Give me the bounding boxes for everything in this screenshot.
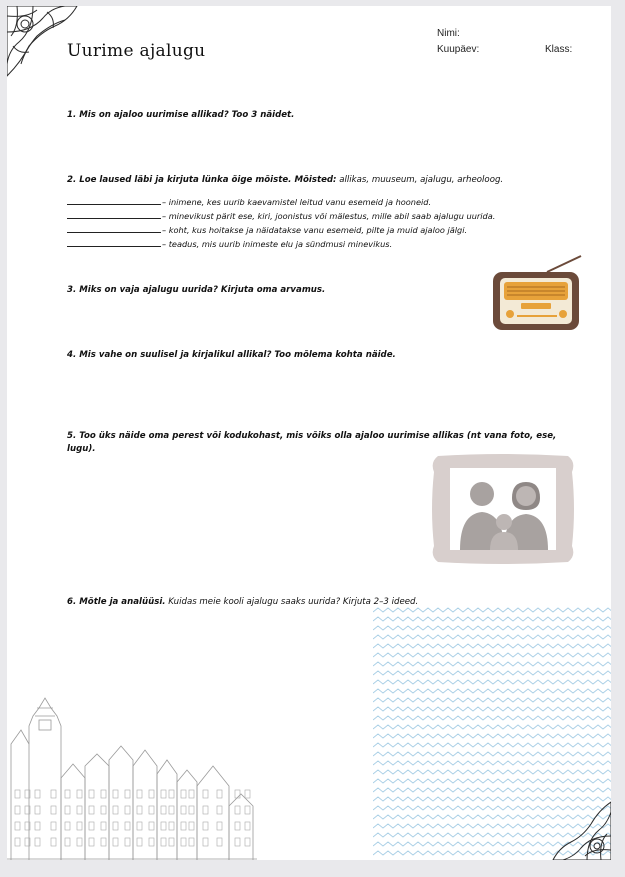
radio-icon: [491, 250, 583, 332]
question-3: 3. Miks on vaja ajalugu uurida? Kirjuta oma arvamus.: [67, 285, 326, 295]
question-2-text: 2. Loe laused läbi ja kirjuta lünka õige mõiste. Mõisted:: [67, 175, 337, 185]
worksheet-page: [7, 6, 611, 860]
mandala-corner-icon: [547, 796, 611, 860]
answer-blank-1[interactable]: [67, 196, 161, 205]
fill-line-2: [67, 210, 495, 222]
question-5-line-2: lugu).: [67, 444, 96, 454]
question-4: 4. Mis vahe on suulisel ja kirjalikul allikal? Too mõlema kohta näide.: [67, 350, 396, 360]
fill-line-text: – teadus, mis uurib inimeste elu ja sündmusi minevikus.: [162, 239, 393, 249]
question-1: 1. Mis on ajaloo uurimise allikad? Too 3 näidet.: [67, 110, 295, 120]
fill-line-4: [67, 238, 392, 250]
question-5-line-1: 5. Too üks näide oma perest või kodukohast, mis võiks olla ajaloo uurimise allikas (nt vana foto, ese,: [67, 431, 557, 441]
answer-blank-4[interactable]: [67, 238, 161, 247]
question-6-text: 6. Mõtle ja analüüsi.: [67, 597, 166, 607]
family-photo-icon: [430, 452, 576, 566]
old-town-illustration: [7, 686, 257, 860]
name-label: Nimi:: [437, 28, 460, 39]
question-6: [67, 596, 418, 609]
fill-line-text: – inimene, kes uurib kaevamistel leitud vanu esemeid ja hooneid.: [162, 197, 432, 207]
date-label: Kuupäev:: [437, 44, 480, 55]
page-title: Uurime ajalugu: [67, 41, 206, 61]
question-2: [67, 174, 503, 187]
question-6-rest: Kuidas meie kooli ajalugu saaks uurida? Kirjuta 2–3 ideed.: [165, 597, 419, 607]
fill-line-text: – koht, kus hoitakse ja näidatakse vanu esemeid, pilte ja muid ajaloo jälgi.: [162, 225, 468, 235]
question-2-terms: allikas, muuseum, ajalugu, arheoloog.: [336, 175, 504, 185]
answer-blank-2[interactable]: [67, 210, 161, 219]
answer-blank-3[interactable]: [67, 224, 161, 233]
fill-line-text: – minevikust pärit ese, kiri, joonistus või mälestus, mille abil saab ajalugu uurida.: [162, 211, 496, 221]
fill-line-1: [67, 196, 431, 208]
fill-line-3: [67, 224, 467, 236]
class-label: Klass:: [545, 44, 573, 55]
